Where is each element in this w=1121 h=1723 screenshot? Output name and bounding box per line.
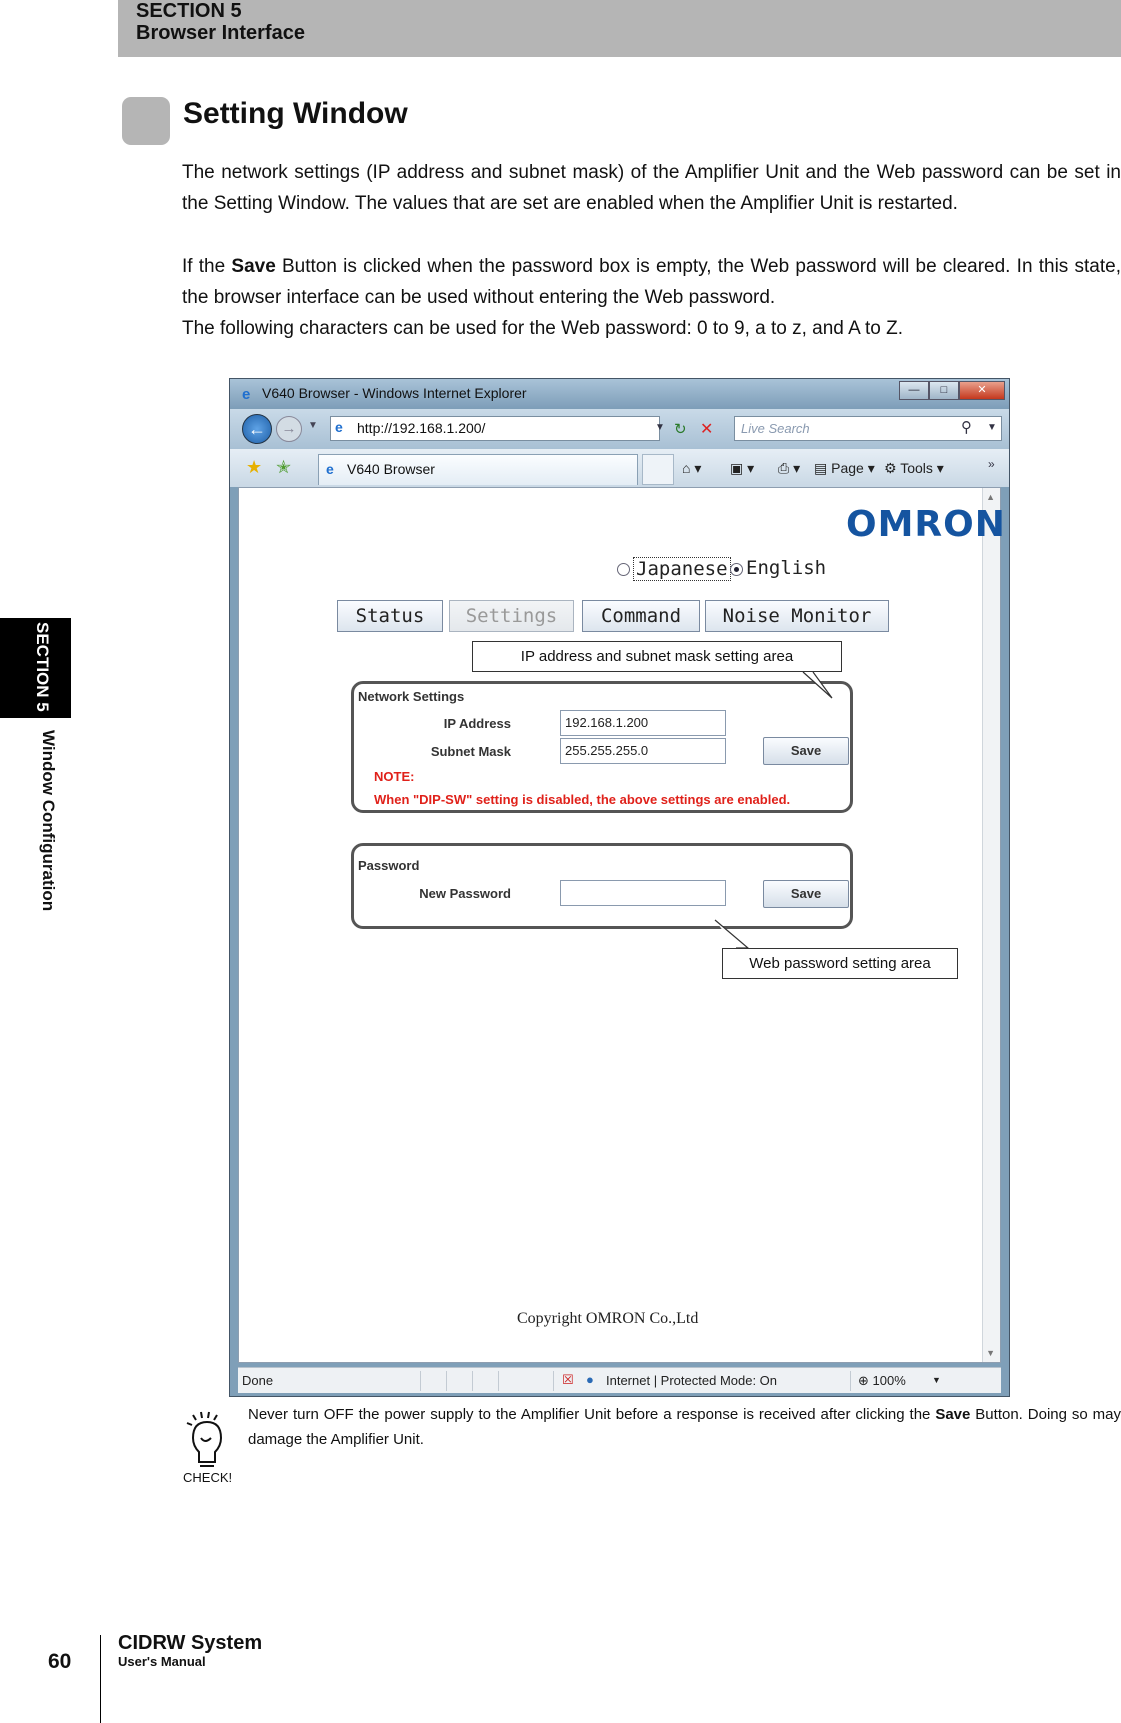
page-menu[interactable]: ▤ Page ▾ (814, 460, 875, 476)
check-save-keyword: Save (935, 1406, 971, 1423)
refresh-icon[interactable]: ↻ (674, 421, 687, 438)
history-dropdown-icon[interactable]: ▼ (308, 420, 318, 431)
status-done: Done (242, 1373, 274, 1388)
new-password-label: New Password (419, 886, 511, 901)
address-dropdown-icon[interactable]: ▼ (655, 422, 665, 433)
stop-icon[interactable]: ✕ (700, 421, 714, 438)
minimize-button[interactable]: — (899, 381, 929, 400)
header-section: SECTION 5 (136, 0, 242, 22)
side-tab-label: Window Configuration (39, 730, 58, 912)
note-text: When "DIP-SW" setting is disabled, the above settings are enabled. (374, 792, 791, 807)
ie-logo-icon: e (242, 386, 251, 403)
save-keyword: Save (231, 256, 276, 277)
callout-password-area: Web password setting area (722, 948, 958, 979)
paragraph-characters: The following characters can be used for the Web password: 0 to 9, a to z, and A to Z. (182, 318, 903, 339)
paragraph-save-note: If the Save Button is clicked when the password box is empty, the Web password will be cleared. In this state, the browser interface can be used without entering the Web password. (182, 256, 1121, 308)
favorites-star-icon[interactable]: ★ (246, 457, 263, 477)
page-number: 60 (48, 1650, 72, 1673)
scroll-up-icon[interactable]: ▲ (986, 492, 995, 502)
zoom-level[interactable]: ⊕ 100% (858, 1373, 906, 1388)
forward-button[interactable]: → (276, 416, 302, 442)
label-english[interactable]: English (746, 557, 827, 579)
print-icon[interactable]: ⎙ ▾ (778, 460, 801, 476)
popup-blocked-icon[interactable]: ☒ (562, 1372, 574, 1387)
add-favorites-icon[interactable]: ✭ (276, 457, 292, 477)
footer-system: CIDRW System (118, 1632, 263, 1654)
password-callout-pointer (715, 920, 748, 948)
close-button[interactable]: ✕ (959, 381, 1005, 400)
subnet-mask-input[interactable]: 255.255.255.0 (560, 738, 726, 764)
search-icon[interactable]: ⚲ (961, 419, 972, 436)
feeds-icon[interactable]: ▣ ▾ (730, 460, 755, 476)
tab-page-icon: e (326, 461, 334, 477)
header-subtitle: Browser Interface (136, 22, 305, 44)
network-save-button[interactable]: Save (763, 737, 849, 765)
side-tab-section: SECTION 5 (33, 622, 52, 712)
footer-divider (100, 1635, 101, 1723)
back-button[interactable]: ← (242, 414, 272, 444)
tab-command[interactable]: Command (582, 600, 700, 632)
footer-manual: User's Manual (118, 1654, 206, 1669)
tab-settings[interactable]: Settings (449, 600, 574, 632)
note-title: NOTE: (374, 769, 415, 784)
home-icon[interactable]: ⌂ ▾ (682, 460, 702, 476)
paragraph-intro: The network settings (IP address and subnet mask) of the Amplifier Unit and the Web password can be set in the Setting Window. The values that are set are enabled when the Amplifier Unit is restarted. (182, 162, 1121, 214)
callout-network-area: IP address and subnet mask setting area (472, 641, 842, 672)
omron-logo: OMRON (846, 504, 1006, 545)
internet-globe-icon: ● (586, 1372, 594, 1387)
check-warning-text: Never turn OFF the power supply to the Amplifier Unit before a response is received after clicking the Save Button. Doing so may damage the Amplifier Unit. (248, 1406, 1121, 1448)
network-callout-pointer (803, 672, 832, 698)
search-dropdown-icon[interactable]: ▼ (987, 422, 997, 433)
tab-v640-browser[interactable]: V640 Browser (318, 454, 638, 485)
network-settings-title: Network Settings (358, 689, 465, 704)
more-tools-icon[interactable]: » (988, 457, 995, 471)
password-save-button[interactable]: Save (763, 880, 849, 908)
label-japanese[interactable]: Japanese (633, 557, 731, 581)
search-input[interactable]: Live Search (734, 416, 1002, 441)
zoom-dropdown-icon[interactable]: ▼ (932, 1375, 941, 1385)
tools-menu[interactable]: ⚙ Tools ▾ (884, 460, 944, 476)
subnet-mask-label: Subnet Mask (430, 744, 511, 759)
scroll-down-icon[interactable]: ▼ (986, 1348, 995, 1358)
copyright-text: Copyright OMRON Co.,Ltd (517, 1310, 699, 1327)
tab-noise-monitor[interactable]: Noise Monitor (705, 600, 889, 632)
tab-status[interactable]: Status (337, 600, 443, 632)
page-icon: e (335, 419, 343, 435)
ip-address-label: IP Address (443, 716, 511, 731)
address-bar[interactable]: http://192.168.1.200/ (330, 416, 660, 441)
security-zone: Internet | Protected Mode: On (606, 1373, 778, 1388)
browser-window-title: V640 Browser - Windows Internet Explorer (262, 385, 527, 401)
page-title: Setting Window (183, 97, 408, 130)
maximize-button[interactable]: □ (929, 381, 959, 400)
password-title: Password (358, 858, 420, 873)
ip-address-input[interactable]: 192.168.1.200 (560, 710, 726, 736)
check-label: CHECK! (183, 1470, 233, 1485)
